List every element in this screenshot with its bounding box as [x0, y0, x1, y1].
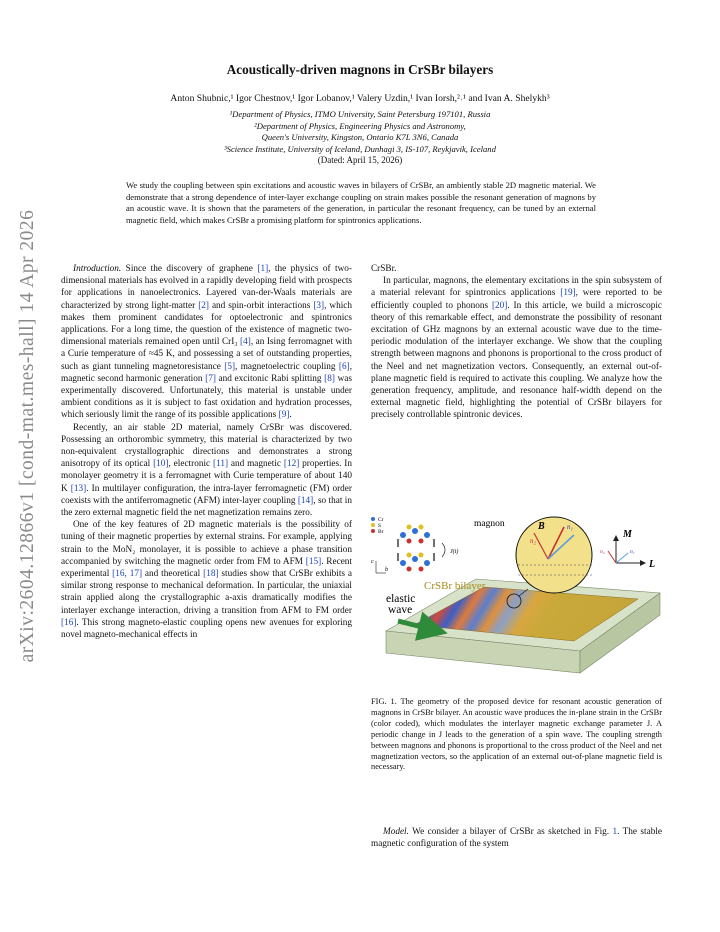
intro-paragraph-4: [371, 275, 662, 421]
affiliation-3: ³Science Institute, University of Iceland, Dunhagi 3, IS-107, Reykjavik, Iceland: [224, 143, 496, 154]
text-run: Since the discovery of graphene: [121, 264, 258, 274]
vector-l-label: L: [649, 559, 656, 570]
text-run: and magnetic: [228, 459, 284, 470]
text-run: properties. In monolayer geometry it is a ferromagnet with Curie temperature of about 140 K: [61, 459, 353, 494]
paper-title: Acoustically-driven magnons in CrSBr bilayers: [226, 62, 494, 77]
text-run: , the physics of two-dimensional materials has evolved in a rapidly developing field with prospects for applications in nanoelectronics. Layered van-der-Waals materials are characterized by strong light-matter: [61, 264, 352, 311]
citation-link[interactable]: [10]: [153, 459, 169, 470]
intro-paragraph-1: [61, 263, 352, 422]
text-run: One of the key features of 2D magnetic materials is the possibility of tuning of their magnetic properties by external strains. For example, applying strain to the MoN₂ monolayer, it is possible to achieve a phase transition accompanied by switching the magnetic order from FM to AFM: [61, 520, 352, 567]
figure-caption: FIG. 1. The geometry of the proposed device for resonant acoustic generation of magnons in CrSBr bilayer. An acoustic wave produces the in-plane strain in the CrSBr (color coded), which modulates the interlayer magnetic exchange parameter J. A periodic change in J leads to the generation of a spin wave. The coupling strength between magnons and phonons is proportional to the cross product of the Neel and net magnetization vectors, so the application of an external out-of-plane magnetic field is necessary.: [371, 697, 662, 772]
paragraph-text: [371, 827, 662, 849]
text-run: , electronic: [168, 459, 213, 470]
intro-lead: Introduction.: [73, 264, 122, 274]
citation-link[interactable]: [12]: [283, 459, 300, 470]
citation-link[interactable]: [18]: [203, 569, 219, 580]
text-run: , magnetic second harmonic generation: [61, 361, 352, 384]
axes-n1: n₁: [630, 549, 635, 555]
text-run: . The stable magnetic configuration of the system: [371, 827, 662, 850]
affiliation-1: ¹Department of Physics, ITMO University, Saint Petersburg 197101, Russia: [229, 109, 491, 119]
citation-link[interactable]: [16, 17]: [112, 569, 143, 580]
intro-paragraph-2: [61, 422, 352, 520]
continued-text: CrSBr.: [371, 264, 397, 274]
text-run: , magnetoelectric coupling: [235, 361, 339, 372]
figure-1: [368, 513, 664, 689]
bilayer-label: CrSBr bilayer: [424, 580, 486, 592]
legend-cr: Cr: [378, 517, 384, 523]
citation-link[interactable]: [1]: [257, 264, 269, 274]
text-run: and theoretical: [142, 569, 204, 580]
citation-link[interactable]: [6]: [338, 361, 350, 372]
text-run: Recently, an air stable 2D material, namely CrSBr was discovered. Possessing an orthorombic symmetry, this material is characterized by two non-equivalent crystallographic directions and demonstrates a strong anisotropy of its optical: [61, 422, 352, 470]
text-run: and spin-orbit interactions: [208, 300, 314, 311]
paragraph-text: [61, 264, 352, 420]
text-run: . In this article, we build a microscopic theory of this remarkable effect, and demonstrate the possibility of resonant excitation of GHz magnons by an external acoustic wave due to the time-periodic modulation of the interlayer exchange. We show that the coupling strength between magnons and phonons is proportional to the cross product of the Neel and net magnetization vectors. Consequently, an external out-of-plane magnetic field is required to activate this coupling. We analyze how the generation frequency, amplitude, and resonance half-width depend on the external magnetic field, highlighting the potential of CrSBr bilayers for precisely controllable spintronic devices.: [371, 300, 662, 421]
citation-link[interactable]: [3]: [313, 300, 325, 311]
text-run: and excitonic Rabi splitting: [215, 373, 325, 384]
inset-n1: n₁: [567, 523, 573, 531]
magnon-label: magnon: [474, 519, 505, 529]
text-run: , which makes them prominent candidates for optoelectronic and spintronics applications. For a long time, the question of the existence of magnetic two-dimensional materials remained open until CrI₃: [61, 300, 352, 348]
citation-link[interactable]: [2]: [198, 300, 209, 311]
legend-br: Br: [378, 529, 384, 535]
affiliation-2a: ²Department of Physics, Engineering Physics and Astronomy,: [254, 120, 466, 131]
axis-b-label: b: [385, 567, 388, 573]
text-run: . This strong magneto-elastic coupling opens new avenues for exploring novel magneto-mechanical effects in: [61, 617, 352, 641]
vector-m-label: M: [623, 529, 632, 540]
inset-n2: n₂: [530, 537, 536, 545]
left-column: [61, 263, 352, 641]
text-run: . In multilayer configuration, the intra-layer ferromagnetic (FM) order coexists with the antiferromagnetic (AFM) inter-layer coupling: [61, 483, 352, 506]
axis-c-label: c: [371, 559, 374, 565]
zoom-inset: [516, 517, 592, 593]
text-run: , an Ising ferromagnet with a Curie temperature of ≈45 K, and possessing a set of outstanding properties, such as giant tunneling magnetoresistance: [61, 337, 352, 372]
author-list: Anton Shubnic,¹ Igor Chestnov,¹ Igor Lobanov,¹ Valery Uzdin,¹ Ivan Iorsh,²˒¹ and Ivan A. Shelykh³: [170, 93, 550, 104]
model-paragraph: [371, 826, 662, 850]
citation-link[interactable]: [20]: [491, 300, 508, 311]
axes-n2: n₂: [600, 549, 605, 555]
citation-link[interactable]: [19]: [560, 288, 576, 299]
arxiv-identifier: arXiv:2604.12866v1 [cond-mat.mes-hall] 14 Apr 2026: [17, 209, 38, 663]
text-run: , so that in the zero external magnetic field the net magnetization remains zero.: [61, 495, 352, 519]
citation-link[interactable]: [7]: [205, 373, 216, 384]
paragraph-text: [61, 520, 352, 640]
affiliation-2b: Queen's University, Kingston, Ontario K7L 3N6, Canada: [261, 132, 459, 143]
citation-link[interactable]: 1: [612, 827, 618, 837]
text-run: .: [289, 410, 292, 421]
elastic-label: elastic: [386, 593, 416, 605]
ml-vectors: [600, 529, 655, 570]
wave-label: wave: [388, 604, 413, 616]
text-run: We consider a bilayer of CrSBr as sketched in Fig.: [408, 827, 613, 837]
atom-legend: [371, 517, 384, 535]
intro-paragraph-3: [61, 519, 352, 641]
field-b-label: B: [538, 521, 545, 532]
crystal-structure: [371, 525, 458, 574]
citation-link[interactable]: [15]: [305, 556, 322, 567]
abstract: We study the coupling between spin excitations and acoustic waves in bilayers of CrSBr, an ambiently stable 2D magnetic material. We demonstrate that a strong dependence of inter-layer exchange coupling on strain makes possible the resonant generation of magnons by an acoustic wave. It is shown that the parameters of the generation, in particular the resonant frequency, can be tuned by an external magnetic field, which makes CrSBr a promising platform for spintronics applications.: [126, 180, 596, 225]
citation-link[interactable]: [9]: [278, 410, 290, 421]
text-run: was experimentally discovered. Unfortunately, this material is unstable under ambient conditions as it is subject to fast oxidation and hydration processes, which seriously limit the range of its possible applications: [61, 373, 352, 421]
citation-link[interactable]: [14]: [297, 495, 314, 506]
text-run: . Recent experimental: [61, 556, 352, 580]
legend-s: S: [378, 523, 382, 529]
citation-link[interactable]: [8]: [324, 373, 335, 384]
citation-link[interactable]: [16]: [61, 617, 77, 628]
text-run: In particular, magnons, the elementary excitations in the spin subsystem of a material relevant for spintronics applications: [371, 276, 662, 299]
model-lead: Model.: [383, 827, 409, 837]
dated-line: (Dated: April 15, 2026): [317, 155, 403, 166]
right-column: [371, 263, 662, 422]
citation-link[interactable]: [13]: [70, 483, 87, 494]
paragraph-text: [61, 423, 352, 518]
citation-link[interactable]: [11]: [212, 459, 229, 470]
exchange-label: J(t): [450, 549, 459, 555]
affiliations: [0, 109, 720, 167]
paragraph-text: [371, 276, 662, 420]
text-run: , were reported to be efficiently coupled to phonons: [371, 288, 662, 311]
text-run: studies show that CrSBr exhibits a similar strong response to mechanical deformation. In particular, the uniaxial strain applied along the crystallographic a-axis dramatically modifies the interlayer exchange interaction, driving a transition from AFM to FM order: [61, 569, 352, 616]
citation-link[interactable]: [5]: [224, 361, 236, 372]
citation-link[interactable]: [4]: [240, 337, 251, 348]
